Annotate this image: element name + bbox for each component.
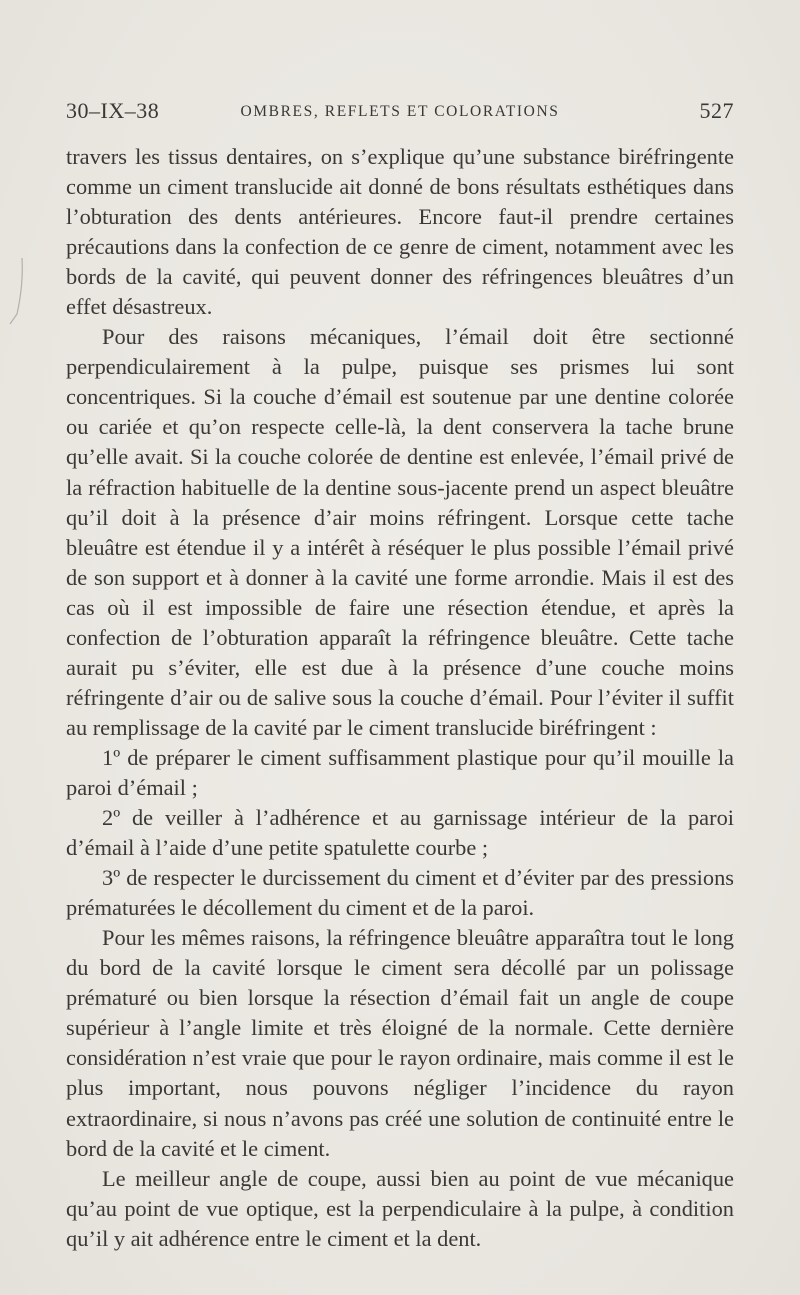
paragraph-same-reasons: Pour les mêmes raisons, la réfringence bleuâtre apparaîtra tout le long du bord de la cavité lorsque le ciment sera décollé par un polissage prématuré ou bien lorsque la résection d’émail fait un angle de coupe supérieur à l’angle limite et très éloigné de la normale. Cette dernière considération n’est vraie que pour le rayon ordinaire, mais comme il est le plus important, nous pouvons négliger l’incidence du rayon extraordinaire, si nous n’avons pas créé une solution de continuité entre le bord de la cavité et le ciment. bbox=[66, 925, 734, 1161]
page-number: 527 bbox=[699, 98, 734, 123]
paragraph-continuation: travers les tissus dentaires, on s’explique qu’une substance biréfringente comme un ciment translucide ait donné de bons résultats esthétiques dans l’obturation des dents antérieures. Encore faut-il prendre certaines précautions dans la confection de ce genre de ciment, notamment avec les bords de la cavité, qui peuvent donner des réfringences bleuâtres d’un effet désastreux. bbox=[66, 144, 734, 320]
paragraph-best-angle: Le meilleur angle de coupe, aussi bien au point de vue mécanique qu’au point de vue optique, est la perpendiculaire à la pulpe, à condition qu’il y ait adhérence entre le ciment et la dent. bbox=[66, 1165, 734, 1251]
header-date: 30–IX–38 bbox=[66, 98, 160, 123]
margin-pencil-mark bbox=[6, 256, 26, 326]
running-header bbox=[66, 98, 734, 130]
list-item-3: 3º de respecter le durcissement du ciment et d’éviter par des pressions prématurées le décollement du ciment et de la paroi. bbox=[66, 865, 734, 921]
running-title: OMBRES, REFLETS ET COLORATIONS bbox=[240, 103, 560, 120]
list-item-1: 1º de préparer le ciment suffisamment plastique pour qu’il mouille la paroi d’émail ; bbox=[66, 744, 734, 800]
paragraph-enamel-section: Pour des raisons mécaniques, l’émail doit être sectionné perpendiculairement à la pulpe, puisque ses prismes lui sont concentriques. Si la couche d’émail est soutenue par une dentine colorée ou cariée et qu’on respecte celle-là, la dent conservera la tache brune qu’elle avait. Si la couche colorée de dentine est enlevée, l’émail privé de la réfraction habituelle de la dentine sous-jacente prend un aspect bleuâtre qu’il doit à la présence d’air moins réfringent. Lorsque cette tache bleuâtre est étendue il y a intérêt à réséquer le plus possible l’émail privé de son support et à donner à la cavité une forme arrondie. Mais il est des cas où il est impossible de faire une résection étendue, et après la confection de l’obturation apparaît la réfringence bleuâtre. Cette tache aurait pu s’éviter, elle est due à la présence d’une couche moins réfringente d’air ou de salive sous la couche d’émail. Pour l’éviter il suffit au remplissage de la cavité par le ciment translucide biréfringent : bbox=[66, 324, 734, 740]
list-item-2: 2º de veiller à l’adhérence et au garnissage intérieur de la paroi d’émail à l’aide d’une petite spatulette courbe ; bbox=[66, 805, 734, 861]
body-text bbox=[66, 142, 734, 1254]
